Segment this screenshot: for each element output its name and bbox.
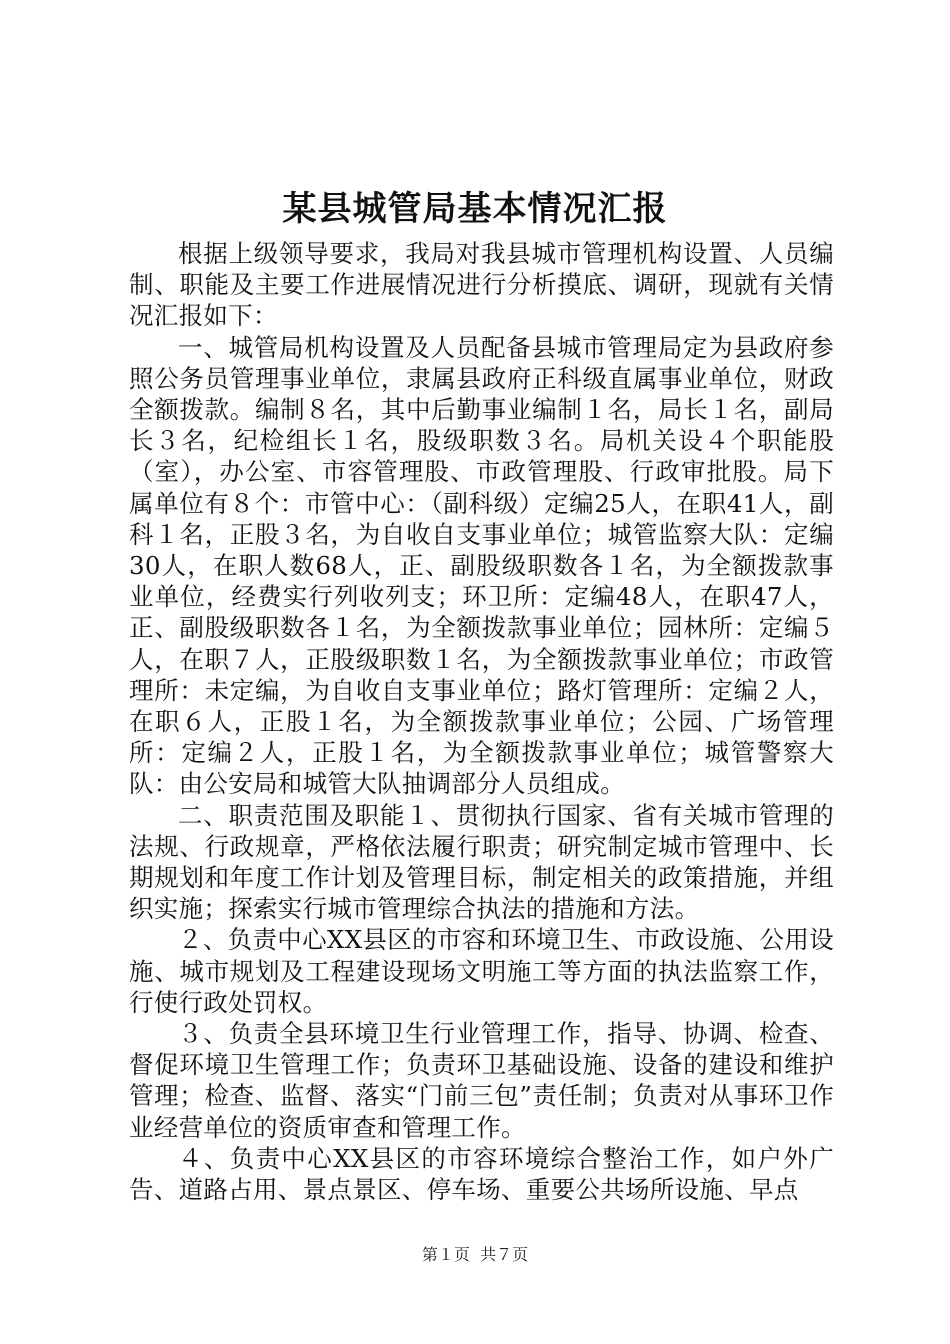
paragraph-duties-1: 二、职责范围及职能１、贯彻执行国家、省有关城市管理的法规、行政规章，严格依法履行职责；研究制定城市管理中、长期规划和年度工作计划及管理目标，制定相关的政策措施，并组织实施；探索实行城市管理综合执法的措施和方法。 [129,800,834,924]
paragraph-duties-2: ２、负责中心XX县区的市容和环境卫生、市政设施、公用设施、城市规划及工程建设现场文明施工等方面的执法监察工作，行使行政处罚权。 [129,925,834,1017]
paragraph-duties-3: ３、负责全县环境卫生行业管理工作，指导、协调、检查、督促环境卫生管理工作；负责环卫基础设施、设备的建设和维护管理；检查、监督、落实“门前三包”责任制；负责对从事环卫作业经营单位的资质审查和管理工作。 [129,1019,834,1142]
document-title: 某县城管局基本情况汇报 [282,189,668,229]
paragraph-intro: 根据上级领导要求，我局对我县城市管理机构设置、人员编制、职能及主要工作进展情况进行分析摸底、调研，现就有关情况汇报如下： [129,239,834,331]
page-number: 第１页 [421,1245,470,1264]
paragraph-organization: 一、城管局机构设置及人员配备县城市管理局定为县政府参照公务员管理事业单位，隶属县政府正科级直属事业单位，财政全额拨款。编制８名，其中后勤事业编制１名，局长１名，副局长３名，纪检组长１名，股级职数３名。局机关设４个职能股（室），办公室、市容管理股、市政管理股、行政审批股。局下属单位有８个：市管中心：（副科级）定编25人，在职41人，副科１名，正股３名，为自收自支事业单位；城管监察大队：定编30人，在职人数68人，正、副股级职数各１名，为全额拨款事业单位，经费实行列收列支；环卫所：定编48人，在职47人，正、副股级职数各１名，为全额拨款事业单位；园林所：定编５人，在职７人，正股级职数１名，为全额拨款事业单位；市政管理所：未定编，为自收自支事业单位；路灯管理所：定编２人，在职６人，正股１名，为全额拨款事业单位；公园、广场管理所：定编２人，正股１名，为全额拨款事业单位；城管警察大队：由公安局和城管大队抽调部分人员组成。 [129,332,834,799]
document-body [129,238,834,1205]
page-footer [0,1244,950,1266]
paragraph-duties-4: ４、负责中心XX县区的市容环境综合整治工作，如户外广告、道路占用、景点景区、停车场、重要公共场所设施、早点 [129,1143,834,1205]
page-total: 共７页 [480,1245,529,1264]
